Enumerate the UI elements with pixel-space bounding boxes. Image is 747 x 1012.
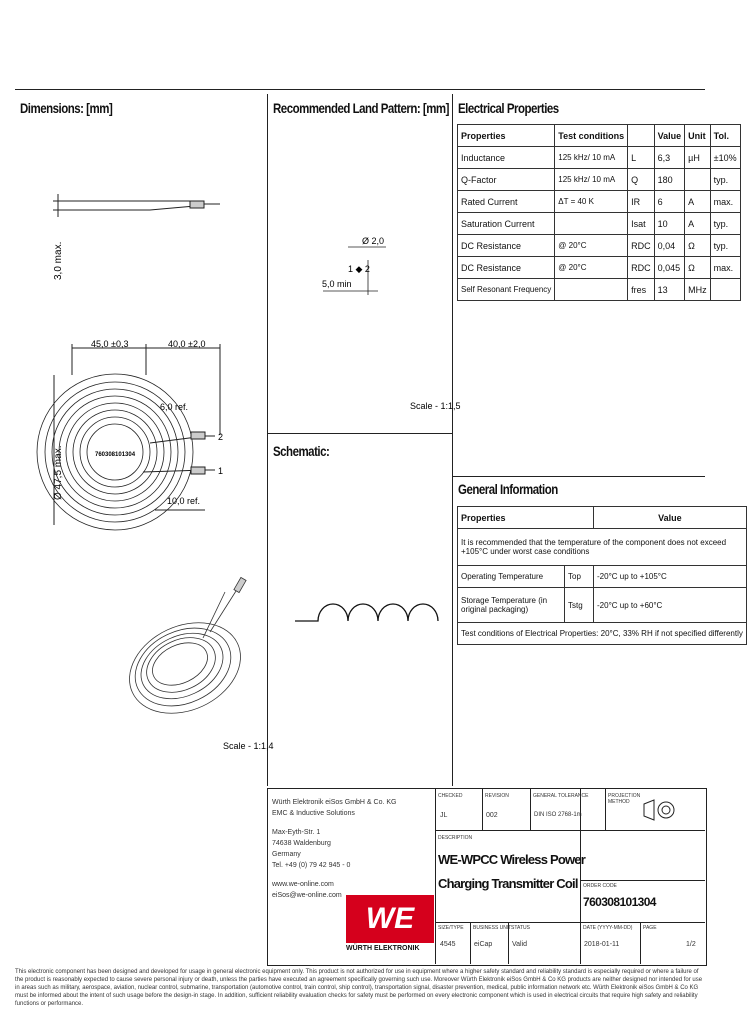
cell: 10 [654,213,685,235]
cell: µH [685,147,711,169]
tb-order-label: ORDER CODE [583,883,617,889]
width1-label: 45,0 ±0,3 [91,339,129,349]
ref1-label: 6,0 ref. [160,402,189,412]
tb-business-label: BUSINESS UNIT [473,925,512,931]
tb-h3 [435,922,705,923]
company-line: EMC & Inductive Solutions [272,810,355,817]
cell: Inductance [458,147,555,169]
tb-status: Valid [512,941,528,948]
cell: 180 [654,169,685,191]
cell: DC Resistance [458,257,555,279]
col-unit: Unit [685,125,711,147]
cell: 13 [654,279,685,301]
cell: 0,045 [654,257,685,279]
cell: A [685,213,711,235]
tb-v2 [482,788,483,830]
ref2-label: 10,0 ref. [167,496,201,506]
cell: DC Resistance [458,235,555,257]
disclaimer: This electronic component has been designed and developed for usage in general electronic equipment only. This product is not authorized for use in equipment where a higher safety standard and reliability standard is especially required or where a failure of the product is reasonably expected to cause severe personal injury or death, unless the parties have executed an agreement specifically governing such use. Moreover Würth Elektronik eiSos GmbH & Co KG products are neither designed nor intended for use in areas such as military, aerospace, aviation, nuclear control, submarine, transportation (automotive control, train control, ship control), transportation signal, disaster prevention, medical, public information network etc. Würth Elektronik eiSos GmbH & Co KG must be informed about the intent of such usage before the design-in stage. In addition, sufficient reliability evaluation checks for safety must be performed on every electronic component which is used in electrical circuits that require high safety and reliability functions or performance. [15,969,703,1007]
company-line: Tel. +49 (0) 79 42 945 - 0 [272,862,351,869]
table-row [458,235,741,257]
tb-desc2: Charging Transmitter Coil [438,876,578,891]
tb-date-label: DATE (YYYY-MM-DD) [583,925,633,931]
cell: Operating Temperature [458,566,565,588]
table-row [458,279,741,301]
cell: max. [710,191,740,213]
top-border [15,89,705,90]
tb-desc-label: DESCRIPTION [438,835,473,841]
company-block [272,797,432,901]
divider-schematic [267,433,453,434]
tb-h2 [580,880,705,881]
tb-project-label: PROJECTION METHOD [608,793,641,805]
dimensions-title: Dimensions: [mm] [20,100,113,116]
cell: RDC [628,257,655,279]
general-col-value: Value [594,507,747,529]
cell: 0,04 [654,235,685,257]
cell: 125 kHz/ 10 mA [555,169,628,191]
cell [555,213,628,235]
diameter-label: Ø 47,5 max. [53,445,64,500]
company-line: Germany [272,851,301,858]
divider-right [452,94,453,786]
divider-left [267,94,268,786]
table-row [458,213,741,235]
tb-v5 [605,788,606,830]
cell: Q-Factor [458,169,555,191]
tb-date: 2018-01-11 [584,941,620,948]
tb-tol: DIN ISO 2768-1m [534,812,582,818]
coil-iso-view [115,577,256,730]
cell: Ω [685,235,711,257]
tb-order: 760308101304 [583,895,656,909]
cell [685,169,711,191]
table-header [458,125,741,147]
col-test: Test conditions [555,125,628,147]
pin2-label: 2 [218,432,224,442]
cell: Top [565,566,594,588]
cell: MHz [685,279,711,301]
electrical-title: Electrical Properties [458,100,559,116]
company-line: eiSos@we-online.com [272,892,342,899]
tb-v3 [530,788,531,830]
table-row [458,169,741,191]
cell: typ. [710,169,740,191]
tb-v6 [470,922,471,964]
general-title: General Information [458,481,558,497]
cell: Tstg [565,588,594,623]
col-tol: Tol. [710,125,740,147]
tb-status-label: STATUS [511,925,530,931]
land-pattern-drawing [268,225,461,415]
company-line: 74638 Waldenburg [272,840,331,847]
scale-dimensions: Scale - 1:1,4 [223,741,274,751]
tb-created-label: CHECKED [438,793,463,799]
land-dia: Ø 2,0 [362,236,385,246]
land-scale: Scale - 1:1,5 [410,401,461,411]
tb-h1 [435,830,705,831]
pin1-label: 1 [218,466,224,476]
land-min: 5,0 min [322,279,352,289]
cell: typ. [710,213,740,235]
height-max-label: 3,0 max. [53,241,64,280]
cell: fres [628,279,655,301]
cell: A [685,191,711,213]
general-note: It is recommended that the temperature of the component does not exceed +105°C under worst case conditions [458,529,747,566]
cell: typ. [710,235,740,257]
company-line: Würth Elektronik eiSos GmbH & Co. KG [272,799,397,806]
cell: Self Resonant Frequency [458,279,555,301]
electrical-table [457,124,741,301]
cell: ΔT = 40 K [555,191,628,213]
cell: Q [628,169,655,191]
divider-general [452,476,705,477]
land-pins: 1 ◆ 2 [348,264,370,274]
general-footnote: Test conditions of Electrical Properties: 20°C, 33% RH if not specified differently [458,623,747,645]
cell: Storage Temperature (in original packaging) [458,588,565,623]
general-col-properties: Properties [458,507,594,529]
col-value: Value [654,125,685,147]
we-logo: WE [346,895,434,943]
cell: IR [628,191,655,213]
cell: Isat [628,213,655,235]
tb-v1 [435,788,436,964]
general-table [457,506,747,645]
cell [710,279,740,301]
cell: -20°C up to +105°C [594,566,747,588]
tb-created: JL [440,812,448,819]
tb-desc1: WE-WPCC Wireless Power [438,852,585,867]
cell: 125 kHz/ 10 mA [555,147,628,169]
we-logo-sub: WÜRTH ELEKTRONIK [346,945,420,952]
schematic-title: Schematic: [273,443,330,459]
tb-business: eiCap [474,941,493,948]
tb-size: 4545 [440,941,456,948]
tb-checked: 002 [486,812,498,819]
table-row [458,257,741,279]
cell [555,279,628,301]
tb-page: 1/2 [686,941,696,948]
cell: RDC [628,235,655,257]
company-line: Max-Eyth-Str. 1 [272,829,321,836]
col-properties: Properties [458,125,555,147]
land-pattern-title: Recommended Land Pattern: [mm] [273,100,449,116]
cell: max. [710,257,740,279]
company-line: www.we-online.com [272,881,334,888]
cell: Rated Current [458,191,555,213]
width2-label: 40,0 ±2,0 [168,339,206,349]
tb-tol-label: GENERAL TOLERANCE [533,793,589,799]
tb-checked-label: REVISION [485,793,509,799]
inductor-symbol [295,604,438,621]
coil-mark: 760308101304 [95,452,136,458]
cell: @ 20°C [555,235,628,257]
dimensions-drawing [15,180,274,770]
tb-page-label: PAGE [643,925,657,931]
tb-v8 [640,922,641,964]
cell: @ 20°C [555,257,628,279]
table-row [458,191,741,213]
tb-size-label: SIZE/TYPE [438,925,464,931]
side-view [53,194,220,217]
projection-icon [642,798,676,822]
cell: 6 [654,191,685,213]
table-row [458,147,741,169]
cell: 6,3 [654,147,685,169]
col-symbol [628,125,655,147]
cell: Ω [685,257,711,279]
cell: ±10% [710,147,740,169]
schematic-drawing [290,585,440,635]
cell: Saturation Current [458,213,555,235]
cell: L [628,147,655,169]
cell: -20°C up to +60°C [594,588,747,623]
